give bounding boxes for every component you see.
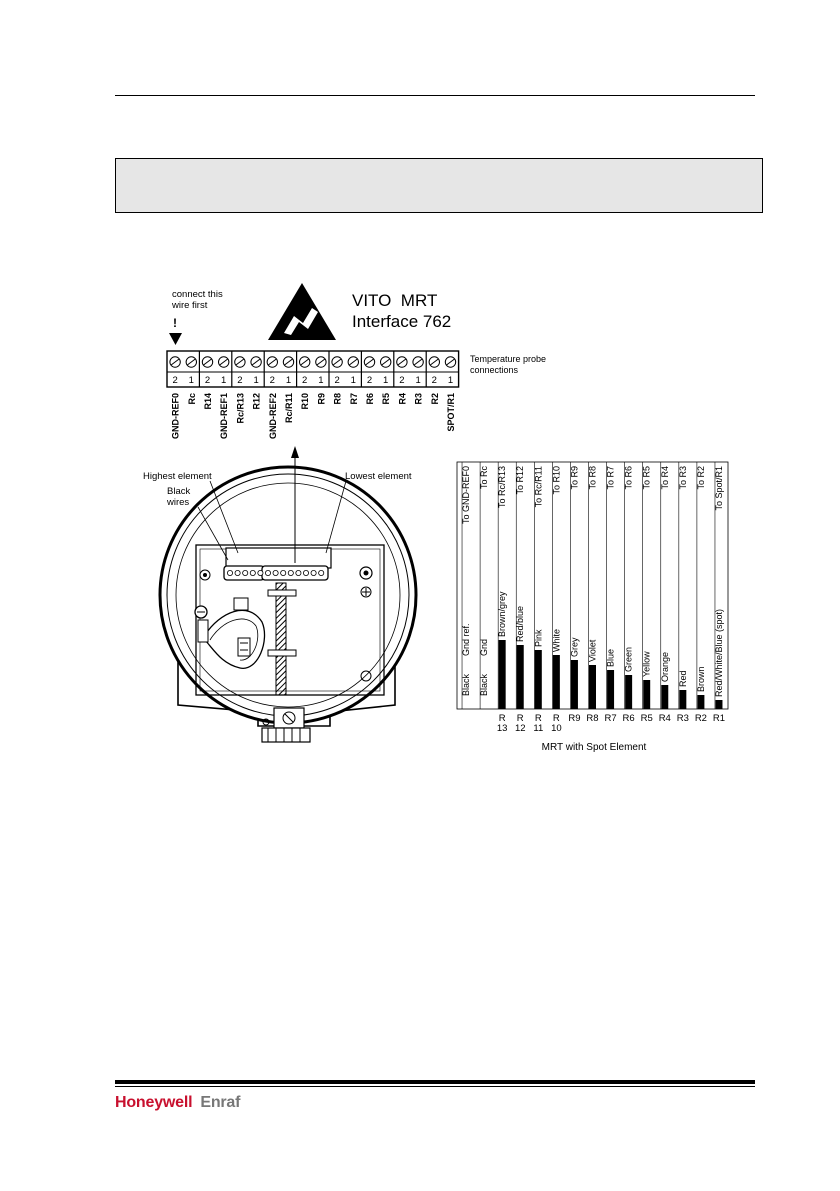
esd-warning-icon	[268, 283, 336, 340]
mrt-element-number: 11	[533, 723, 544, 734]
mrt-element-bar	[661, 685, 668, 709]
mrt-element-number: R7	[604, 713, 617, 724]
mrt-wire-color-label: Red/White/Blue (spot)	[713, 608, 724, 697]
inner-terminal-screw-icon	[281, 570, 286, 575]
brand-enraf: Enraf	[200, 1094, 241, 1111]
mrt-element-bar	[499, 640, 506, 709]
black-wires-label-line1: Black	[167, 486, 191, 497]
mrt-wire-color-label: Red/blue	[515, 605, 526, 642]
mrt-wire-color-label: Black	[479, 673, 490, 696]
mrt-wire-color-label: Pink	[533, 629, 544, 647]
device-title-line1: VITO MRT	[352, 291, 438, 310]
cable-leader-arrow-icon	[291, 446, 299, 458]
terminal-number: 2	[399, 375, 405, 386]
mrt-element-number: R6	[622, 713, 635, 724]
mrt-element-number: R8	[586, 713, 599, 724]
inner-terminal-screw-icon	[303, 570, 308, 575]
mrt-element-number: 13	[496, 723, 508, 734]
terminal-label: R12	[251, 393, 262, 410]
mrt-column-to-label: To GND-REF0	[461, 466, 472, 525]
mrt-column-to-label: To Spot/R1	[713, 466, 724, 511]
mrt-wire-color-label: Orange	[659, 651, 670, 682]
black-wires-label-line2: wires	[167, 497, 190, 508]
terminal-label: SPOT/R1	[446, 393, 456, 432]
mrt-chart-caption: MRT with Spot Element	[541, 742, 647, 753]
mrt-element-bar	[571, 660, 578, 709]
mrt-element-bar	[625, 675, 632, 709]
mrt-element-chart	[457, 462, 728, 734]
mrt-element-bar	[553, 655, 560, 709]
mrt-element-number: R	[534, 713, 542, 724]
mrt-column-to-label: To Rc	[479, 466, 490, 490]
mrt-wire-color-label: Brown	[695, 666, 706, 692]
highest-element-label: Highest element	[143, 471, 212, 482]
terminal-number: 1	[415, 375, 421, 386]
terminal-number: 2	[237, 375, 243, 386]
mrt-element-number: R	[552, 713, 560, 724]
mrt-element-number: R1	[712, 713, 726, 724]
terminal-number: 2	[269, 375, 275, 386]
inner-terminal-screw-icon	[243, 570, 248, 575]
mrt-wire-color-label: Grey	[569, 637, 580, 657]
terminal-number: 2	[204, 375, 211, 386]
terminal-label: R8	[332, 393, 343, 405]
mrt-element-bar	[643, 680, 650, 709]
inner-terminal-screw-icon	[319, 570, 324, 575]
mrt-column-to-label: To R6	[623, 466, 634, 490]
mrt-wire-color-label: White	[551, 628, 562, 652]
terminal-number: 1	[253, 375, 259, 386]
terminal-number: 1	[318, 375, 324, 386]
terminal-number: 2	[334, 375, 340, 386]
terminal-label: R3	[413, 393, 424, 405]
mrt-element-number: R4	[658, 713, 671, 724]
mrt-element-bar	[697, 695, 704, 709]
mrt-element-number: R3	[676, 713, 689, 724]
connect-note-line2: wire first	[172, 300, 208, 311]
brand-honeywell: Honeywell	[115, 1094, 193, 1111]
brand-logo	[115, 1094, 240, 1112]
terminal-label: R14	[203, 393, 213, 410]
mrt-element-number: R5	[640, 713, 653, 724]
mrt-column-to-label: To R4	[659, 466, 670, 490]
mrt-column-to-label: To R12	[515, 466, 526, 495]
terminal-label: GND-REF0	[170, 393, 181, 440]
mrt-column-to-label: To R10	[551, 466, 562, 495]
connect-note-line1: connect this	[172, 289, 223, 300]
mrt-wire-color-label: Violet	[587, 639, 598, 662]
mrt-wire-color-label: Gnd	[479, 638, 490, 656]
mrt-wire-color-label: Black	[461, 673, 472, 696]
mrt-wire-color-label: Gnd ref.	[461, 623, 472, 656]
inner-terminal-screw-icon	[227, 570, 232, 575]
terminal-label: Rc/R13	[235, 393, 246, 424]
mrt-element-number: R	[516, 713, 524, 724]
inner-terminal-screw-icon	[288, 570, 293, 575]
mrt-wire-color-label: Red	[677, 670, 688, 687]
mrt-element-bar	[589, 665, 596, 709]
terminal-label: R6	[365, 393, 375, 405]
terminal-number: 1	[350, 375, 356, 386]
terminal-label: R9	[316, 393, 327, 405]
inner-terminal-screw-icon	[235, 570, 240, 575]
footer-rule-thick	[115, 1080, 755, 1084]
lowest-element-label: Lowest element	[345, 471, 412, 482]
inner-terminal-screw-icon	[258, 570, 263, 575]
terminal-number: 1	[383, 375, 389, 386]
mrt-element-bar	[517, 645, 524, 709]
mrt-column-to-label: To R7	[605, 466, 616, 490]
terminal-number: 2	[366, 375, 373, 386]
terminal-label: Rc/R11	[284, 393, 294, 424]
mrt-element-number: R	[498, 713, 506, 724]
terminal-number: 2	[431, 375, 437, 386]
terminal-number: 1	[188, 375, 194, 386]
mrt-column-to-label: To R3	[677, 466, 688, 490]
terminal-strip	[167, 351, 459, 439]
terminal-label: R7	[348, 393, 359, 405]
terminal-label: GND-REF1	[219, 393, 230, 440]
mrt-wire-color-label: Yellow	[641, 651, 652, 677]
mrt-column-to-label: To R5	[641, 466, 652, 490]
mrt-element-number: 10	[551, 723, 562, 734]
terminal-label: R4	[397, 393, 408, 405]
terminal-label: R10	[300, 393, 311, 410]
probe-label-line2: connections	[470, 365, 519, 375]
mrt-element-bar	[715, 700, 722, 709]
inner-terminal-screw-icon	[250, 570, 255, 575]
mrt-column-to-label: To R2	[695, 466, 706, 490]
mrt-column-to-label: To Rc/R13	[497, 465, 508, 509]
probe-label-line1: Temperature probe	[470, 354, 547, 364]
inner-terminal-screw-icon	[265, 570, 270, 575]
footer-rule-thin	[115, 1086, 755, 1087]
inner-terminal-screw-icon	[273, 570, 278, 575]
inner-terminal-screw-icon	[311, 570, 316, 575]
mrt-element-bar	[535, 650, 542, 709]
terminal-number: 2	[172, 375, 178, 386]
terminal-number: 1	[285, 375, 292, 386]
mrt-wire-color-label: Green	[623, 646, 634, 672]
connect-note-exclamation: !	[173, 316, 177, 330]
mrt-wire-color-label: Brown/grey	[497, 591, 508, 637]
terminal-number: 1	[447, 375, 454, 386]
mrt-element-bar	[607, 670, 614, 709]
terminal-label: Rc	[186, 393, 197, 405]
mrt-column-to-label: To R8	[587, 466, 598, 490]
terminal-label: GND-REF2	[267, 393, 278, 440]
terminal-label: R2	[429, 393, 440, 405]
terminal-label: R5	[381, 393, 392, 405]
mrt-element-number: 12	[514, 723, 526, 734]
device-title-line2: Interface 762	[352, 312, 452, 331]
mrt-element-bar	[679, 690, 686, 709]
mrt-column-to-label: To R9	[569, 466, 580, 490]
terminal-number: 1	[221, 375, 227, 386]
connect-arrow-icon	[169, 333, 182, 345]
mrt-element-number: R2	[694, 713, 707, 724]
inner-terminal-screw-icon	[296, 570, 301, 575]
mrt-element-number: R9	[568, 713, 581, 724]
mrt-wire-color-label: Blue	[605, 648, 616, 667]
mrt-column-to-label: To Rc/R11	[533, 466, 544, 508]
terminal-number: 2	[302, 375, 308, 386]
